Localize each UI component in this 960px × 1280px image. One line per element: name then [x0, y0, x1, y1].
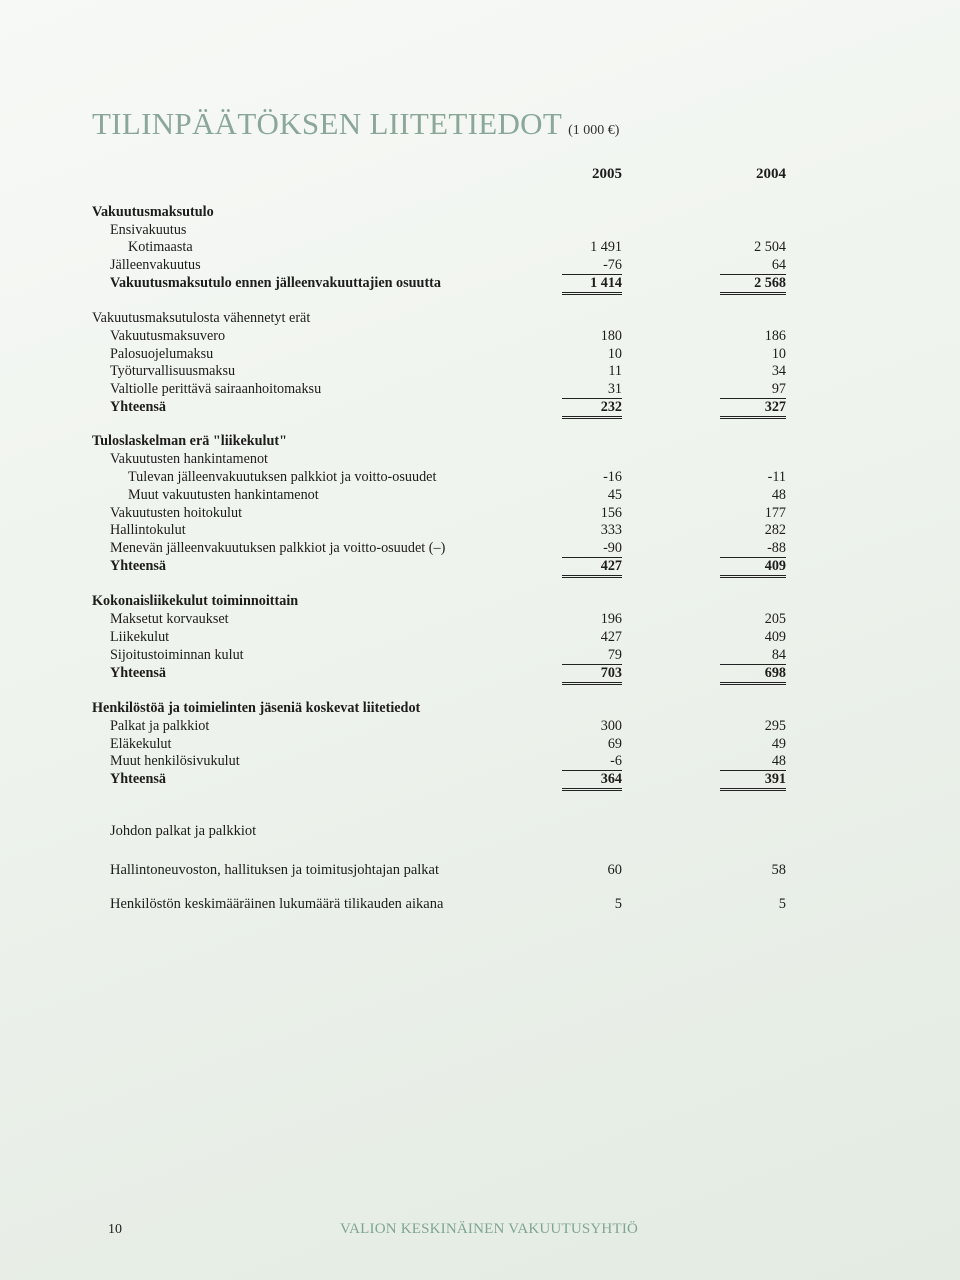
row-label: Kokonaisliikekulut toiminnoittain [92, 593, 299, 609]
row-label: Hallintokulut [110, 522, 186, 538]
row-label: Jälleenvakuutus [110, 257, 201, 273]
value-2005: 1 414 [562, 274, 622, 295]
table-row [0, 752, 960, 770]
value-2005: -16 [603, 469, 622, 485]
row-label: Vakuutusmaksutulo [92, 204, 214, 220]
row-label: Liikekulut [110, 629, 170, 645]
table-row [0, 450, 960, 468]
row-label: Vakuutusten hoitokulut [110, 505, 243, 521]
page-number: 10 [108, 1222, 122, 1237]
value-2004: 205 [764, 611, 786, 627]
table-row [0, 432, 960, 450]
table-row [0, 770, 960, 788]
table-row [0, 557, 960, 575]
table-row [0, 380, 960, 398]
table-row [0, 398, 960, 416]
value-2004: 49 [771, 736, 786, 752]
extra-label: Johdon palkat ja palkkiot [110, 823, 257, 839]
extra-row [0, 861, 960, 879]
row-label: Maksetut korvaukset [110, 611, 229, 627]
extra-label: Henkilöstön keskimääräinen lukumäärä tilikauden aikana [110, 896, 444, 912]
value-2005: 156 [600, 505, 622, 521]
row-label: Henkilöstöä ja toimielinten jäseniä koskevat liitetiedot [92, 700, 421, 716]
table-row [0, 646, 960, 664]
table-row [0, 256, 960, 274]
value-2004: 48 [720, 752, 786, 771]
value-2004: 327 [720, 398, 786, 419]
row-label: Palosuojelumaksu [110, 346, 214, 362]
table-row [0, 274, 960, 292]
year-column-2005: 2005 [592, 166, 622, 182]
value-2005: 1 491 [590, 239, 622, 255]
row-label: Muut vakuutusten hankintamenot [128, 487, 319, 503]
table-row [0, 327, 960, 345]
table-row [0, 664, 960, 682]
row-label: Eläkekulut [110, 736, 172, 752]
row-label: Kotimaasta [128, 239, 193, 255]
value-2004: 64 [720, 256, 786, 275]
table-row [0, 203, 960, 221]
value-2004: 10 [771, 346, 786, 362]
table-row [0, 309, 960, 327]
row-label: Muut henkilösivukulut [110, 753, 240, 769]
value-2004: 97 [720, 380, 786, 399]
row-label: Yhteensä [110, 399, 166, 415]
value-2004: 84 [720, 646, 786, 665]
table-row [0, 221, 960, 239]
value-2004: 409 [720, 557, 786, 578]
value-2004: 58 [771, 862, 786, 878]
value-2005: 703 [562, 664, 622, 685]
value-2005: -76 [562, 256, 622, 275]
value-2005: 180 [600, 328, 622, 344]
title-text: TILINPÄÄTÖKSEN LIITETIEDOT [92, 106, 563, 141]
value-2004: 2 504 [754, 239, 786, 255]
extra-row [0, 822, 960, 840]
table-row [0, 628, 960, 646]
row-label: Sijoitustoiminnan kulut [110, 647, 244, 663]
table-row [0, 717, 960, 735]
value-2004: 48 [771, 487, 786, 503]
value-2005: 79 [562, 646, 622, 665]
row-label: Yhteensä [110, 771, 166, 787]
value-2005: -90 [562, 539, 622, 558]
company-name: VALION KESKINÄINEN VAKUUTUSYHTIÖ [340, 1221, 639, 1237]
row-label: Vakuutusmaksutulo ennen jälleenvakuuttajien osuutta [110, 275, 441, 291]
row-label: Yhteensä [110, 558, 166, 574]
value-2004: 698 [720, 664, 786, 685]
row-label: Tuloslaskelman erä "liikekulut" [92, 433, 287, 449]
value-2005: 10 [607, 346, 622, 362]
row-label: Ensivakuutus [110, 222, 187, 238]
table-row [0, 468, 960, 486]
year-column-2004: 2004 [756, 166, 786, 182]
value-2005: 427 [600, 629, 622, 645]
value-2005: 60 [607, 862, 622, 878]
row-label: Menevän jälleenvakuutuksen palkkiot ja voitto-osuudet (–) [110, 540, 446, 556]
table-row [0, 539, 960, 557]
value-2004: 391 [720, 770, 786, 791]
table-row [0, 735, 960, 753]
value-2004: 5 [778, 896, 786, 912]
table-row [0, 592, 960, 610]
value-2004: 2 568 [720, 274, 786, 295]
table-row [0, 504, 960, 522]
value-2004: 177 [764, 505, 786, 521]
unit-label: (1 000 €) [568, 123, 620, 138]
value-2005: 300 [600, 718, 622, 734]
value-2005: 5 [614, 896, 622, 912]
value-2005: 31 [562, 380, 622, 399]
row-label: Vakuutusmaksuvero [110, 328, 226, 344]
table-row [0, 238, 960, 256]
row-label: Vakuutusten hankintamenot [110, 451, 269, 467]
table-row [0, 699, 960, 717]
value-2005: 333 [600, 522, 622, 538]
value-2004: 186 [764, 328, 786, 344]
value-2004: 295 [764, 718, 786, 734]
value-2004: -11 [767, 469, 786, 485]
table-row [0, 610, 960, 628]
extra-row [0, 895, 960, 913]
row-label: Työturvallisuusmaksu [110, 363, 236, 379]
value-2005: 232 [562, 398, 622, 419]
row-label: Tulevan jälleenvakuutuksen palkkiot ja voitto-osuudet [128, 469, 437, 485]
value-2005: 45 [607, 487, 622, 503]
value-2004: -88 [720, 539, 786, 558]
value-2005: 11 [608, 363, 622, 379]
value-2005: 427 [562, 557, 622, 578]
value-2005: 196 [600, 611, 622, 627]
value-2005: 364 [562, 770, 622, 791]
value-2004: 282 [764, 522, 786, 538]
table-row [0, 521, 960, 539]
row-label: Yhteensä [110, 665, 166, 681]
value-2005: -6 [562, 752, 622, 771]
extra-label: Hallintoneuvoston, hallituksen ja toimitusjohtajan palkat [110, 862, 440, 878]
row-label: Palkat ja palkkiot [110, 718, 210, 734]
row-label: Vakuutusmaksutulosta vähennetyt erät [92, 310, 311, 326]
table-row [0, 486, 960, 504]
value-2004: 34 [771, 363, 786, 379]
row-label: Valtiolle perittävä sairaanhoitomaksu [110, 381, 322, 397]
table-row [0, 345, 960, 363]
value-2004: 409 [764, 629, 786, 645]
table-row [0, 362, 960, 380]
value-2005: 69 [607, 736, 622, 752]
